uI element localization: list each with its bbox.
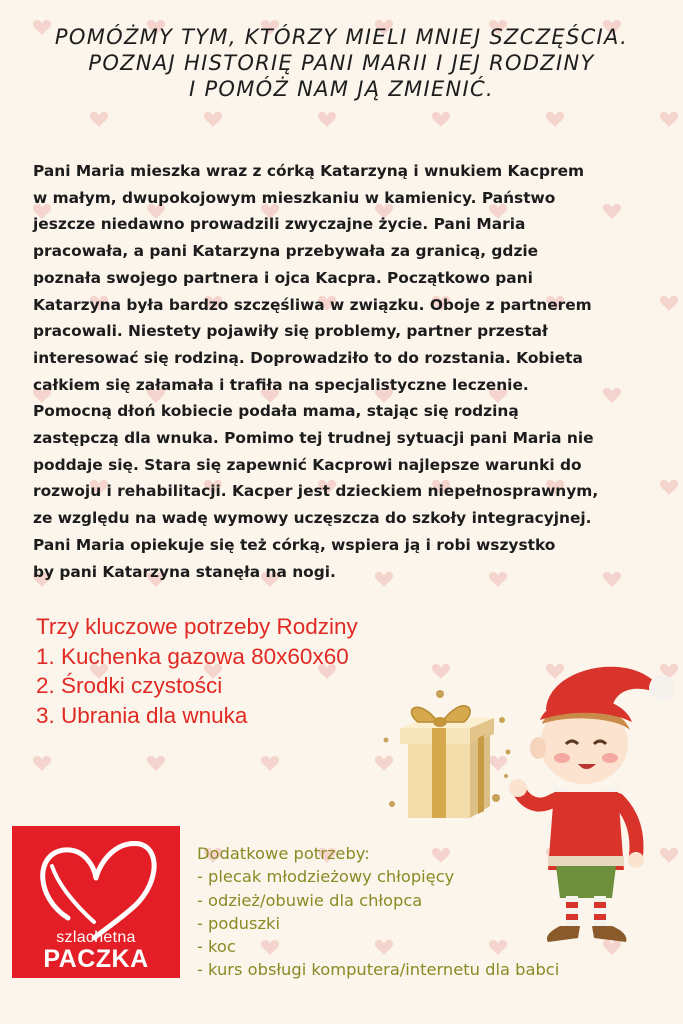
heart-icon (204, 112, 222, 127)
story-line: ze względu na wadę wymowy uczęszcza do szkoły integracyjnej. (33, 509, 592, 528)
story-line: jeszcze niedawno prowadzili zwyczajne życie. Pani Maria (33, 215, 526, 234)
key-needs-title: Trzy kluczowe potrzeby Rodziny (36, 614, 358, 639)
heart-icon (432, 664, 450, 679)
headline (0, 24, 683, 102)
szlachetna-paczka-logo (12, 826, 180, 978)
story-line: by pani Katarzyna stanęła na nogi. (33, 562, 336, 581)
extra-needs-title: Dodatkowe potrzeby: (197, 844, 370, 863)
key-needs-list (36, 612, 358, 730)
story-line: poznała swojego partnera i ojca Kacpra. Początkowo pani (33, 268, 533, 287)
logo-text-line2: PACZKA (43, 945, 149, 973)
headline-line-2: POZNAJ HISTORIĘ PANI MARII I JEJ RODZINY (88, 51, 595, 75)
key-need-item: 2. Środki czystości (36, 673, 223, 698)
story-line: zastępczą dla wnuka. Pomimo tej trudnej sytuacji pani Maria nie (33, 429, 594, 448)
story-line: pracowali. Niestety pojawiły się problemy, partner przestał (33, 322, 548, 341)
extra-need-item: - kurs obsługi komputera/internetu dla babci (197, 960, 560, 980)
story-line: rozwoju i rehabilitacji. Kacper jest dzieckiem niepełnosprawnym, (33, 482, 599, 501)
extra-need-item: - koc (197, 937, 236, 957)
story-line: Pani Maria mieszka wraz z córką Katarzyną i wnukiem Kacprem (33, 162, 585, 180)
extra-need-item: - plecak młodzieżowy chłopięcy (197, 867, 455, 887)
extra-needs-list (197, 842, 559, 982)
story-text (33, 158, 653, 585)
heart-icon (90, 112, 108, 127)
extra-need-item: - odzież/obuwie dla chłopca (197, 890, 423, 910)
story-line: Katarzyna była bardzo szczęśliwa w związku. Oboje z partnerem (33, 295, 592, 314)
heart-icon (660, 296, 678, 311)
heart-icon (660, 480, 678, 495)
key-need-item: 1. Kuchenka gazowa 80x60x60 (36, 643, 349, 669)
story-line: Pomocną dłoń kobiecie podała mama, stając się rodziną (33, 402, 519, 421)
story-line: w małym, dwupokojowym mieszkaniu w kamienicy. Państwo (33, 188, 556, 207)
story-line: interesować się rodziną. Doprowadziło to do rozstania. Kobieta (33, 348, 583, 367)
headline-line-3: I POMÓŻ NAM JĄ ZMIENIĆ. (189, 77, 494, 101)
logo-text-line1: szlachetna (56, 929, 136, 946)
heart-icon (147, 756, 165, 771)
story-line: Pani Maria opiekuje się też córką, wspiera ją i robi wszystko (33, 535, 556, 554)
heart-icon (546, 112, 564, 127)
heart-icon (432, 112, 450, 127)
heart-icon (261, 756, 279, 771)
story-line: całkiem się załamała i trafiła na specjalistyczne leczenie. (33, 375, 529, 394)
story-line: poddaje się. Stara się zapewnić Kacprowi najlepsze warunki do (33, 455, 582, 474)
gift-box-icon (378, 680, 518, 830)
heart-icon (33, 756, 51, 771)
extra-need-item: - poduszki (197, 913, 280, 933)
heart-icon (660, 112, 678, 127)
heart-icon (318, 112, 336, 127)
story-line: pracowała, a pani Katarzyna przebywała za granicą, gdzie (33, 242, 539, 261)
key-need-item: 3. Ubrania dla wnuka (36, 702, 248, 728)
headline-line-1: POMÓŻMY TYM, KTÓRZY MIELI MNIEJ SZCZĘŚCIA. (54, 25, 629, 49)
